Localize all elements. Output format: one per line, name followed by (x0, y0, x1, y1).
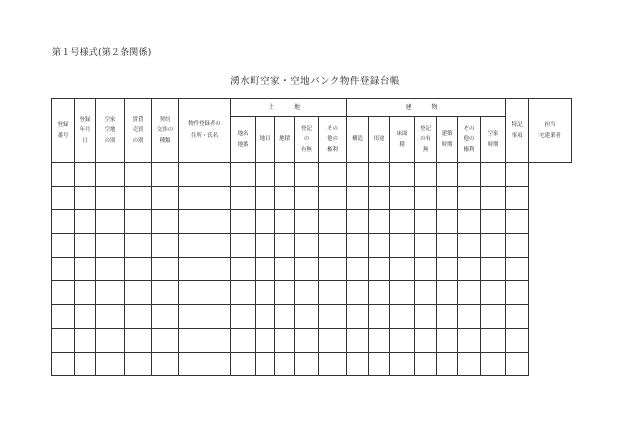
table-cell[interactable] (231, 281, 256, 305)
table-cell[interactable] (369, 257, 390, 281)
table-cell[interactable] (295, 281, 319, 305)
table-cell[interactable] (347, 328, 369, 352)
table-cell[interactable] (295, 257, 319, 281)
table-cell[interactable] (231, 352, 256, 376)
table-cell[interactable] (231, 328, 256, 352)
table-cell[interactable] (179, 352, 231, 376)
table-cell[interactable] (75, 281, 96, 305)
table-cell[interactable] (415, 281, 437, 305)
col-header-building-structure: 構造 (347, 117, 369, 163)
table-cell[interactable] (152, 305, 179, 329)
table-cell[interactable] (125, 234, 152, 258)
table-cell[interactable] (437, 305, 458, 329)
table-row (52, 257, 572, 281)
table-cell[interactable] (481, 281, 506, 305)
table-cell[interactable] (256, 257, 275, 281)
table-cell[interactable] (415, 257, 437, 281)
col-header-building-use: 用途 (369, 117, 390, 163)
table-cell[interactable] (96, 163, 125, 187)
col-header-lease-or-sale: 賃貸 売買 の別 (125, 99, 152, 163)
table-cell[interactable] (179, 281, 231, 305)
table-cell[interactable] (52, 210, 75, 234)
table-cell[interactable] (506, 305, 529, 329)
table-cell[interactable] (295, 328, 319, 352)
table-cell[interactable] (415, 163, 437, 187)
col-header-special-notes: 特記 事項 (506, 99, 529, 163)
table-cell[interactable] (481, 163, 506, 187)
table-cell[interactable] (75, 305, 96, 329)
table-cell[interactable] (458, 352, 481, 376)
col-header-building-other-rights: その 他の 権利 (458, 117, 481, 163)
table-cell[interactable] (390, 210, 415, 234)
table-cell[interactable] (319, 186, 347, 210)
table-cell[interactable] (369, 352, 390, 376)
table-cell[interactable] (437, 234, 458, 258)
table-cell[interactable] (96, 305, 125, 329)
table-cell[interactable] (152, 352, 179, 376)
table-cell[interactable] (481, 234, 506, 258)
table-cell[interactable] (415, 328, 437, 352)
table-cell[interactable] (437, 328, 458, 352)
table-cell[interactable] (256, 328, 275, 352)
table-cell[interactable] (458, 281, 481, 305)
table-cell[interactable] (256, 305, 275, 329)
table-cell[interactable] (390, 163, 415, 187)
document-title: 湧水町空家・空地バンク物件登録台帳 (230, 76, 400, 87)
table-cell[interactable] (52, 257, 75, 281)
table-cell[interactable] (152, 186, 179, 210)
col-header-building-floor-area: 床面 積 (390, 117, 415, 163)
table-cell[interactable] (347, 305, 369, 329)
table-cell[interactable] (125, 281, 152, 305)
table-cell[interactable] (96, 281, 125, 305)
table-cell[interactable] (75, 210, 96, 234)
table-cell[interactable] (96, 210, 125, 234)
col-header-registration-number: 登録 番号 (52, 99, 75, 163)
table-cell[interactable] (347, 352, 369, 376)
col-header-land-area: 地積 (275, 117, 295, 163)
table-cell[interactable] (481, 352, 506, 376)
table-cell[interactable] (96, 352, 125, 376)
table-cell[interactable] (369, 281, 390, 305)
table-cell[interactable] (506, 234, 529, 258)
table-cell[interactable] (125, 328, 152, 352)
table-cell[interactable] (256, 352, 275, 376)
table-cell[interactable] (125, 210, 152, 234)
table-cell[interactable] (52, 352, 75, 376)
table-cell[interactable] (52, 186, 75, 210)
table-cell[interactable] (319, 234, 347, 258)
table-cell[interactable] (415, 352, 437, 376)
table-cell[interactable] (506, 281, 529, 305)
col-header-building-year: 建築 時期 (437, 117, 458, 163)
col-header-vacancy-type: 空家 空地 の別 (96, 99, 125, 163)
table-cell[interactable] (75, 328, 96, 352)
table-cell[interactable] (75, 234, 96, 258)
table-cell[interactable] (458, 257, 481, 281)
table-cell[interactable] (231, 163, 256, 187)
col-header-land-lot: 地名 地番 (231, 117, 256, 163)
table-cell[interactable] (125, 163, 152, 187)
table-cell[interactable] (275, 352, 295, 376)
table-cell[interactable] (179, 257, 231, 281)
table-row (52, 305, 572, 329)
table-cell[interactable] (295, 352, 319, 376)
table-cell[interactable] (390, 281, 415, 305)
col-header-building-vacant-since: 空家 時期 (481, 117, 506, 163)
table-cell[interactable] (319, 352, 347, 376)
table-cell[interactable] (458, 234, 481, 258)
table-cell[interactable] (52, 163, 75, 187)
table-row (52, 281, 572, 305)
col-header-agent: 担当 宅建業者 (529, 99, 572, 163)
table-cell[interactable] (179, 163, 231, 187)
table-cell[interactable] (347, 257, 369, 281)
table-cell[interactable] (152, 234, 179, 258)
property-register-table (51, 98, 572, 376)
table-cell[interactable] (319, 305, 347, 329)
table-cell[interactable] (275, 257, 295, 281)
table-cell[interactable] (369, 210, 390, 234)
table-cell[interactable] (369, 328, 390, 352)
table-cell[interactable] (481, 328, 506, 352)
table-cell[interactable] (369, 305, 390, 329)
table-cell[interactable] (481, 257, 506, 281)
table-cell[interactable] (275, 186, 295, 210)
table-row (52, 210, 572, 234)
table-cell[interactable] (52, 281, 75, 305)
table-row (52, 234, 572, 258)
table-cell[interactable] (437, 281, 458, 305)
table-cell[interactable] (390, 234, 415, 258)
table-cell[interactable] (390, 305, 415, 329)
table-cell[interactable] (231, 186, 256, 210)
table-cell[interactable] (481, 210, 506, 234)
table-cell[interactable] (437, 257, 458, 281)
table-cell[interactable] (179, 328, 231, 352)
table-cell[interactable] (152, 163, 179, 187)
table-row (52, 352, 572, 376)
col-header-contract-negotiation: 契約 交渉の 種類 (152, 99, 179, 163)
col-header-land-other-rights: その 他の 権利 (319, 117, 347, 163)
table-cell[interactable] (179, 305, 231, 329)
table-cell[interactable] (152, 257, 179, 281)
table-cell[interactable] (96, 328, 125, 352)
table-cell[interactable] (390, 186, 415, 210)
form-number-label: 第１号様式(第２条関係) (52, 48, 152, 58)
table-cell[interactable] (347, 210, 369, 234)
col-header-land-category: 地目 (256, 117, 275, 163)
table-cell[interactable] (415, 305, 437, 329)
table-cell[interactable] (369, 234, 390, 258)
table-cell[interactable] (52, 328, 75, 352)
table-cell[interactable] (481, 186, 506, 210)
table-cell[interactable] (295, 186, 319, 210)
table-cell[interactable] (347, 186, 369, 210)
table-cell[interactable] (437, 210, 458, 234)
table-cell[interactable] (458, 163, 481, 187)
table-cell[interactable] (96, 186, 125, 210)
table-cell[interactable] (415, 186, 437, 210)
table-cell[interactable] (347, 163, 369, 187)
col-header-registrant: 物件登録者の 住所・氏名 (179, 99, 231, 163)
table-cell[interactable] (75, 352, 96, 376)
table-cell[interactable] (347, 281, 369, 305)
table-cell[interactable] (256, 186, 275, 210)
table-cell[interactable] (295, 234, 319, 258)
col-group-building: 建 物 (347, 99, 506, 117)
table-cell[interactable] (437, 186, 458, 210)
table-cell[interactable] (179, 210, 231, 234)
col-header-land-registered: 登記 の 有無 (295, 117, 319, 163)
table-cell[interactable] (125, 257, 152, 281)
table-cell[interactable] (506, 257, 529, 281)
table-cell[interactable] (319, 210, 347, 234)
table-cell[interactable] (275, 281, 295, 305)
table-cell[interactable] (506, 163, 529, 187)
table-cell[interactable] (415, 210, 437, 234)
table-cell[interactable] (152, 281, 179, 305)
table-cell[interactable] (481, 305, 506, 329)
table-cell[interactable] (390, 257, 415, 281)
table-cell[interactable] (275, 210, 295, 234)
table-cell[interactable] (52, 305, 75, 329)
table-cell[interactable] (506, 352, 529, 376)
table-cell[interactable] (231, 257, 256, 281)
table-cell[interactable] (52, 234, 75, 258)
table-cell[interactable] (75, 186, 96, 210)
table-cell[interactable] (295, 305, 319, 329)
table-cell[interactable] (458, 210, 481, 234)
table-cell[interactable] (415, 234, 437, 258)
register-body (52, 163, 572, 376)
table-cell[interactable] (319, 257, 347, 281)
table-cell[interactable] (256, 163, 275, 187)
table-cell[interactable] (319, 281, 347, 305)
table-cell[interactable] (437, 352, 458, 376)
table-cell[interactable] (347, 234, 369, 258)
table-cell[interactable] (96, 257, 125, 281)
table-cell[interactable] (75, 163, 96, 187)
table-cell[interactable] (275, 328, 295, 352)
table-cell[interactable] (152, 210, 179, 234)
col-header-registration-date: 登録 年月 日 (75, 99, 96, 163)
col-group-land: 土 地 (231, 99, 347, 117)
table-cell[interactable] (319, 163, 347, 187)
table-cell[interactable] (152, 328, 179, 352)
table-cell[interactable] (231, 305, 256, 329)
table-cell[interactable] (256, 210, 275, 234)
table-row (52, 186, 572, 210)
table-cell[interactable] (295, 210, 319, 234)
table-cell[interactable] (96, 234, 125, 258)
table-cell[interactable] (231, 234, 256, 258)
table-cell[interactable] (295, 163, 319, 187)
table-cell[interactable] (125, 305, 152, 329)
table-cell[interactable] (256, 281, 275, 305)
table-cell[interactable] (369, 163, 390, 187)
table-cell[interactable] (390, 352, 415, 376)
table-cell[interactable] (458, 186, 481, 210)
table-cell[interactable] (179, 186, 231, 210)
table-cell[interactable] (506, 210, 529, 234)
table-cell[interactable] (458, 305, 481, 329)
table-cell[interactable] (506, 186, 529, 210)
table-row (52, 328, 572, 352)
table-cell[interactable] (437, 163, 458, 187)
table-cell[interactable] (319, 328, 347, 352)
table-cell[interactable] (369, 186, 390, 210)
table-cell[interactable] (390, 328, 415, 352)
table-cell[interactable] (125, 186, 152, 210)
table-cell[interactable] (506, 328, 529, 352)
header-row-groups (52, 99, 572, 117)
table-cell[interactable] (231, 210, 256, 234)
table-cell[interactable] (256, 234, 275, 258)
table-cell[interactable] (179, 234, 231, 258)
table-cell[interactable] (275, 163, 295, 187)
table-cell[interactable] (75, 257, 96, 281)
table-cell[interactable] (458, 328, 481, 352)
table-row (52, 163, 572, 187)
table-cell[interactable] (275, 234, 295, 258)
table-cell[interactable] (275, 305, 295, 329)
table-cell[interactable] (125, 352, 152, 376)
col-header-building-registered: 登記 の有 無 (415, 117, 437, 163)
